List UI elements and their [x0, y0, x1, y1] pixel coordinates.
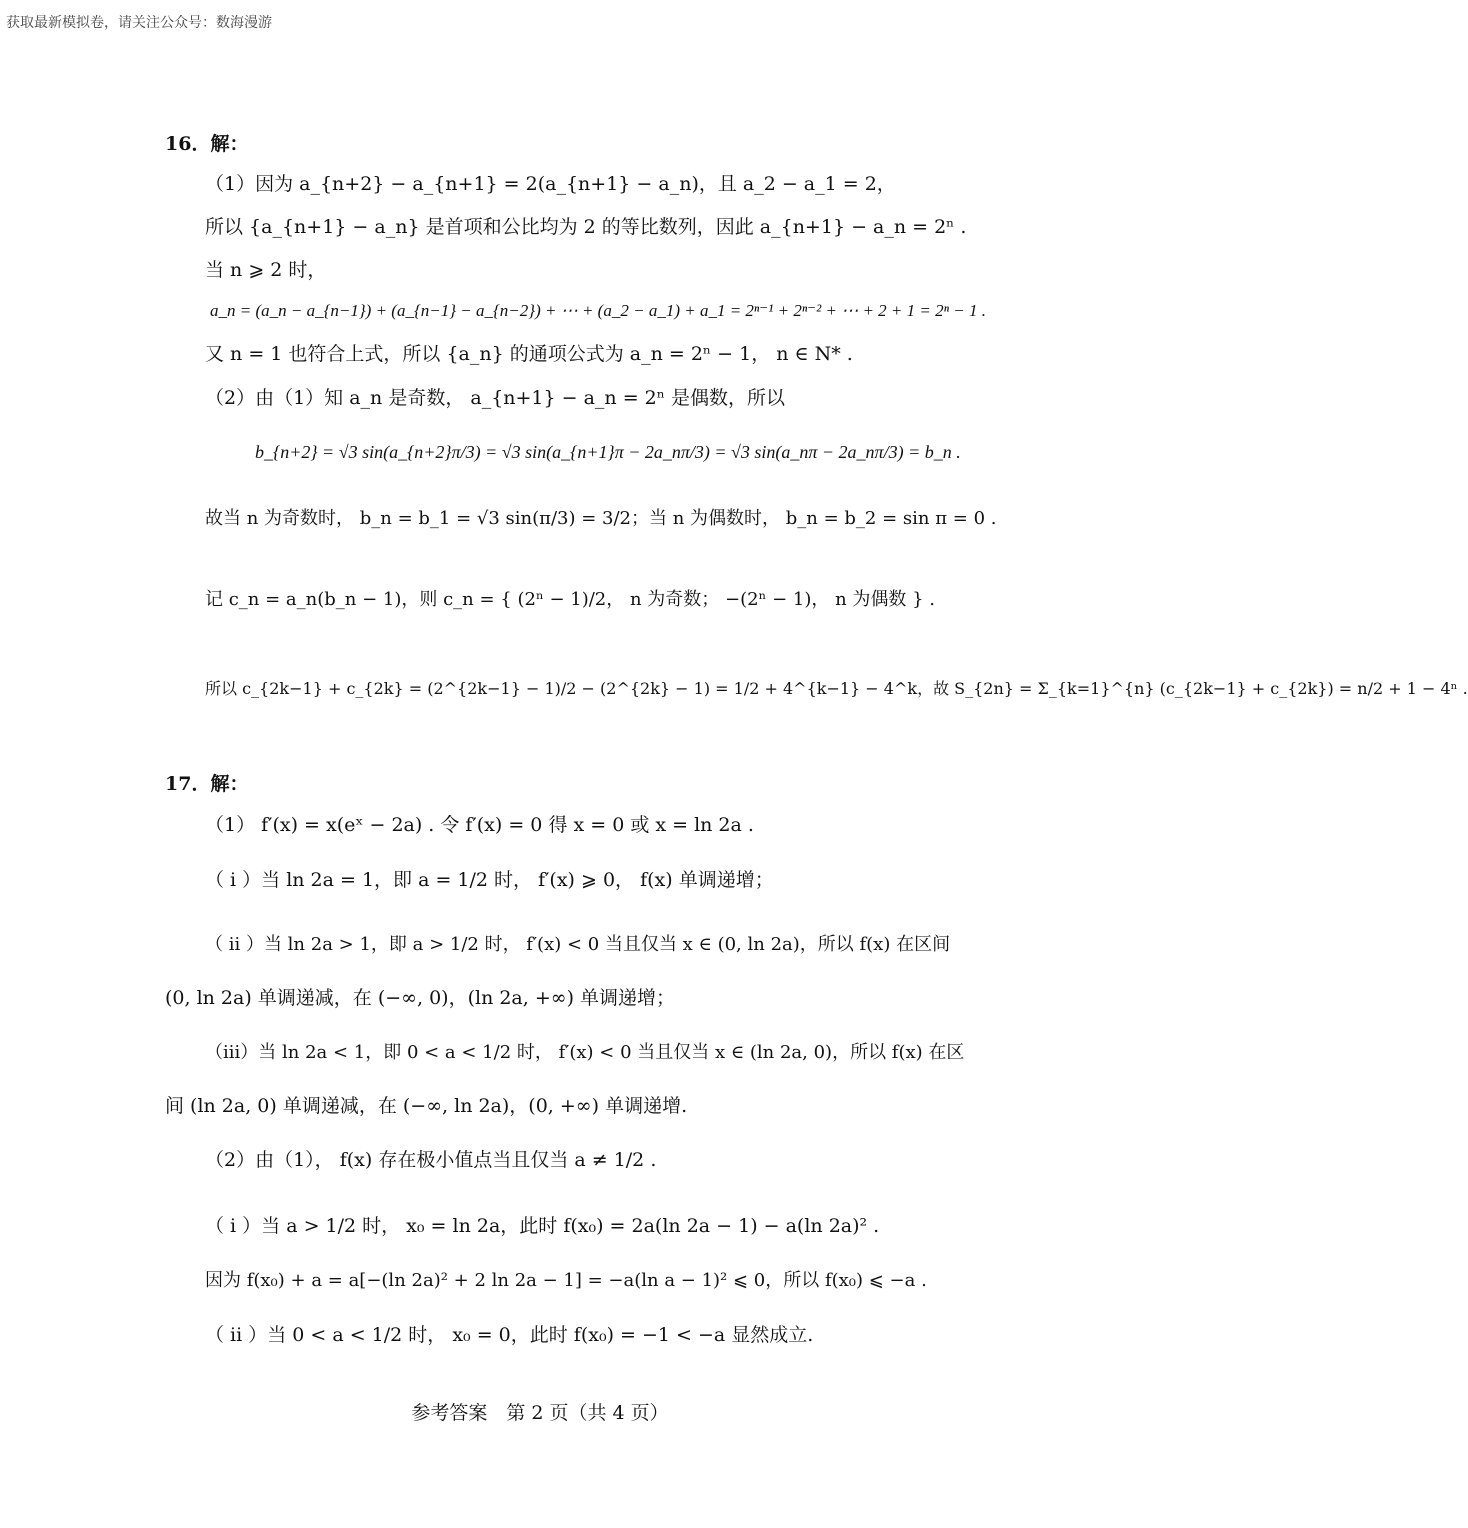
q16-line-10: 所以 c_{2k−1} + c_{2k} = (2^{2k−1} − 1)/2 − (2^{2k} − 1) = 1/2 + 4^{k−1} − 4^k，故 S_{2n} = Σ_{k=1}^{n} (c_{2k−1} + c_{2k}) = n/2 + 1 − 4ⁿ . [205, 679, 1468, 698]
q16-heading: 16．解： [165, 133, 249, 155]
q17-line-4: (0, ln 2a) 单调递减，在 (−∞, 0)，(ln 2a, +∞) 单调递增； [165, 987, 676, 1009]
q17-heading: 17．解： [165, 773, 249, 795]
q16-line-5: 又 n = 1 也符合上式，所以 {a_n} 的通项公式为 a_n = 2ⁿ − 1， n ∈ N* . [205, 343, 853, 365]
q16-line-3: 当 n ⩾ 2 时， [205, 259, 327, 281]
q17-line-1: （1） f′(x) = x(eˣ − 2a) . 令 f′(x) = 0 得 x = 0 或 x = ln 2a . [205, 814, 754, 836]
page-footer: 参考答案 第 2 页（共 4 页） [411, 1402, 669, 1424]
q17-line-7: （2）由（1）， f(x) 存在极小值点当且仅当 a ≠ 1/2 . [205, 1149, 657, 1171]
q17-line-8: （ i ）当 a > 1/2 时， x₀ = ln 2a，此时 f(x₀) = 2a(ln 2a − 1) − a(ln 2a)² . [205, 1215, 880, 1237]
watermark-text: 获取最新模拟卷，请关注公众号：数海漫游 [6, 15, 272, 31]
q16-line-4: a_n = (a_n − a_{n−1}) + (a_{n−1} − a_{n−2}) + ⋯ + (a_2 − a_1) + a_1 = 2ⁿ⁻¹ + 2ⁿ⁻² + ⋯ + 2 + 1 = 2ⁿ − 1 . [210, 301, 986, 320]
q16-line-9: 记 c_n = a_n(b_n − 1)，则 c_n = { (2ⁿ − 1)/2， n 为奇数； −(2ⁿ − 1)， n 为偶数 } . [205, 589, 936, 610]
q17-line-2: （ i ）当 ln 2a = 1，即 a = 1/2 时， f′(x) ⩾ 0， f(x) 单调递增； [205, 869, 774, 891]
q16-line-7: b_{n+2} = √3 sin(a_{n+2}π/3) = √3 sin(a_{n+1}π − 2a_nπ/3) = √3 sin(a_nπ − 2a_nπ/3) = b_n . [255, 442, 961, 462]
q17-line-3: （ ii ）当 ln 2a > 1，即 a > 1/2 时， f′(x) < 0 当且仅当 x ∈ (0, ln 2a)，所以 f(x) 在区间 [205, 934, 951, 955]
q16-line-2: 所以 {a_{n+1} − a_n} 是首项和公比均为 2 的等比数列，因此 a_{n+1} − a_n = 2ⁿ . [205, 216, 967, 238]
q17-line-9: 因为 f(x₀) + a = a[−(ln 2a)² + 2 ln 2a − 1] = −a(ln a − 1)² ⩽ 0，所以 f(x₀) ⩽ −a . [205, 1270, 927, 1291]
q17-line-6: 间 (ln 2a, 0) 单调递减，在 (−∞, ln 2a)，(0, +∞) 单调递增. [165, 1095, 688, 1117]
q17-line-5: （iii）当 ln 2a < 1，即 0 < a < 1/2 时， f′(x) < 0 当且仅当 x ∈ (ln 2a, 0)，所以 f(x) 在区 [205, 1042, 965, 1063]
q16-line-8: 故当 n 为奇数时， b_n = b_1 = √3 sin(π/3) = 3/2；当 n 为偶数时， b_n = b_2 = sin π = 0 . [205, 508, 997, 529]
q16-line-1: （1）因为 a_{n+2} − a_{n+1} = 2(a_{n+1} − a_n)，且 a_2 − a_1 = 2， [205, 173, 896, 195]
q17-line-10: （ ii ）当 0 < a < 1/2 时， x₀ = 0，此时 f(x₀) = −1 < −a 显然成立. [205, 1324, 814, 1346]
q16-line-6: （2）由（1）知 a_n 是奇数， a_{n+1} − a_n = 2ⁿ 是偶数，所以 [205, 387, 786, 409]
